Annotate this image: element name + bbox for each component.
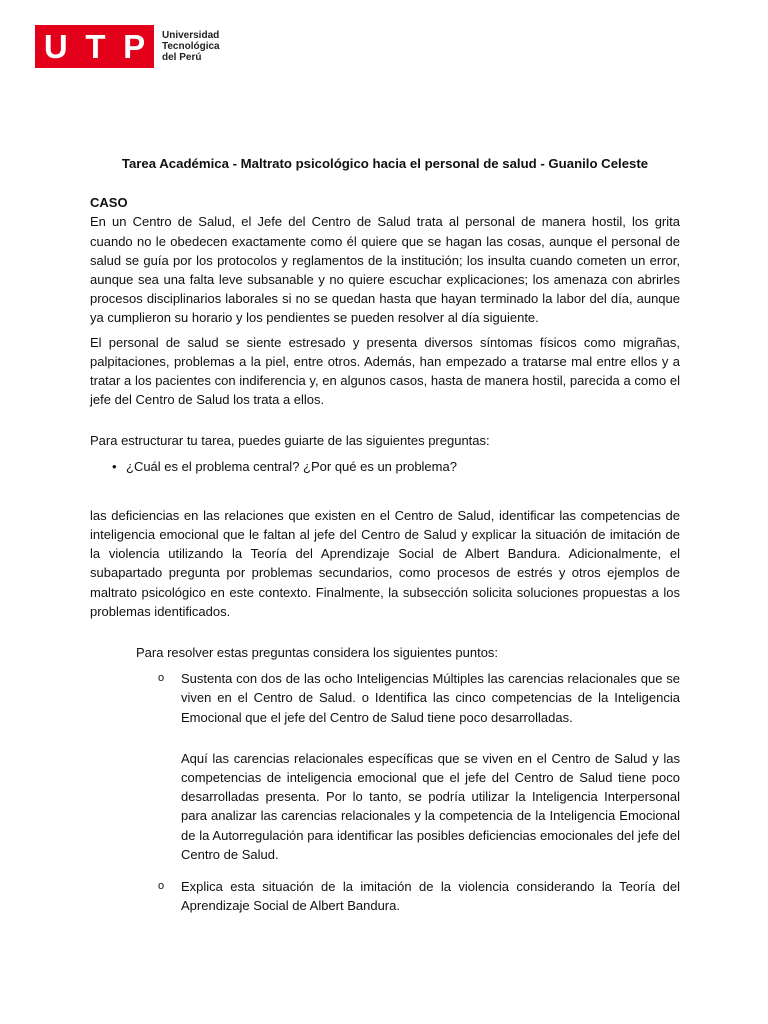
point-item-1 (136, 669, 680, 727)
point-1-answer: Aquí las carencias relacionales específicas que se viven en el Centro de Salud y las competencias de inteligencia emocional que el jefe del Centro de Salud tiene poco desarrolladas presenta. Por lo tanto, se podría utilizar la Inteligencia Interpersonal para analizar las carencias relacionales y la competencia de la Inteligencia Emocional de la Autorregulación para identificar las posibles deficiencias emocionales del jefe del Centro de Salud. (181, 750, 680, 862)
list-item (90, 457, 680, 476)
document-title: Tarea Académica - Maltrato psicológico hacia el personal de salud - Guanilo Celeste (121, 156, 649, 171)
point-item-2 (136, 877, 680, 915)
logo-letter-t: T (85, 27, 106, 65)
logo-university-name (162, 30, 220, 63)
circle-marker: o (158, 672, 165, 685)
bullet-marker: • (112, 458, 117, 474)
logo-line-1: Universidad (162, 30, 220, 41)
case-paragraph-1: En un Centro de Salud, el Jefe del Centro de Salud trata al personal de manera hostil, los grita cuando no le obedecen exactamente como él quiere que se hagan las cosas, aunque el personal de salud se guía por los protocolos y reglamentos de la institución; los insulta cuando cometen un error, aunque sea una falta leve subsanable y no quiere escuchar explicaciones; los amenaza con abrirles procesos disciplinarios laborales si no se quedan hasta que hayan terminado la labor del día, aunque ya cumplieron su horario y los pendientes se pueden resolver al día siguiente. (90, 214, 680, 326)
logo-letter-u: U (43, 27, 68, 65)
point-2-text: Explica esta situación de la imitación de la violencia considerando la Teoría del Aprendizaje Social de Albert Bandura. (181, 879, 680, 914)
logo-line-3: del Perú (162, 52, 202, 63)
points-intro: Para resolver estas preguntas considera los siguientes puntos: (136, 645, 499, 661)
utp-logo (35, 25, 220, 68)
case-paragraph-2: El personal de salud se siente estresado y presenta diversos síntomas físicos como migrañas, palpitaciones, problemas a la piel, entre otros. Además, han empezado a tratarse mal entre ellos y a tratar a los pacientes con indiferencia y, en algunos casos, hasta de manera hostil, parecida a como el jefe del Centro de Salud los trata a ellos. (90, 334, 680, 408)
logo-line-2: Tecnológica (162, 41, 220, 52)
guide-intro: Para estructurar tu tarea, puedes guiarte de las siguientes preguntas: (90, 433, 490, 449)
document-body (90, 154, 680, 916)
guide-question-list (90, 457, 680, 476)
circle-marker: o (158, 880, 165, 893)
case-heading: CASO (90, 195, 128, 211)
utp-logo-mark (35, 25, 154, 68)
analysis-paragraph: las deficiencias en las relaciones que existen en el Centro de Salud, identificar las competencias de inteligencia emocional que le faltan al jefe del Centro de Salud y explicar la situación de imitación de la violencia utilizando la Teoría del Aprendizaje Social de Albert Bandura. Adicionalmente, el subapartado pregunta por problemas secundarios, como procesos de estrés y otros ejemplos de maltrato psicológico en este contexto. Finalmente, la subsección solicita soluciones propuestas a los problemas identificados. (90, 507, 680, 619)
logo-letter-p: P (123, 27, 146, 65)
point-1-text: Sustenta con dos de las ocho Inteligencias Múltiples las carencias relacionales que se viven en el Centro de Salud. o Identifica las cinco competencias de la Inteligencia Emocional que el jefe del Centro de Salud tiene poco desarrolladas. (181, 671, 680, 725)
guide-question-1: ¿Cuál es el problema central? ¿Por qué es un problema? (126, 458, 457, 474)
